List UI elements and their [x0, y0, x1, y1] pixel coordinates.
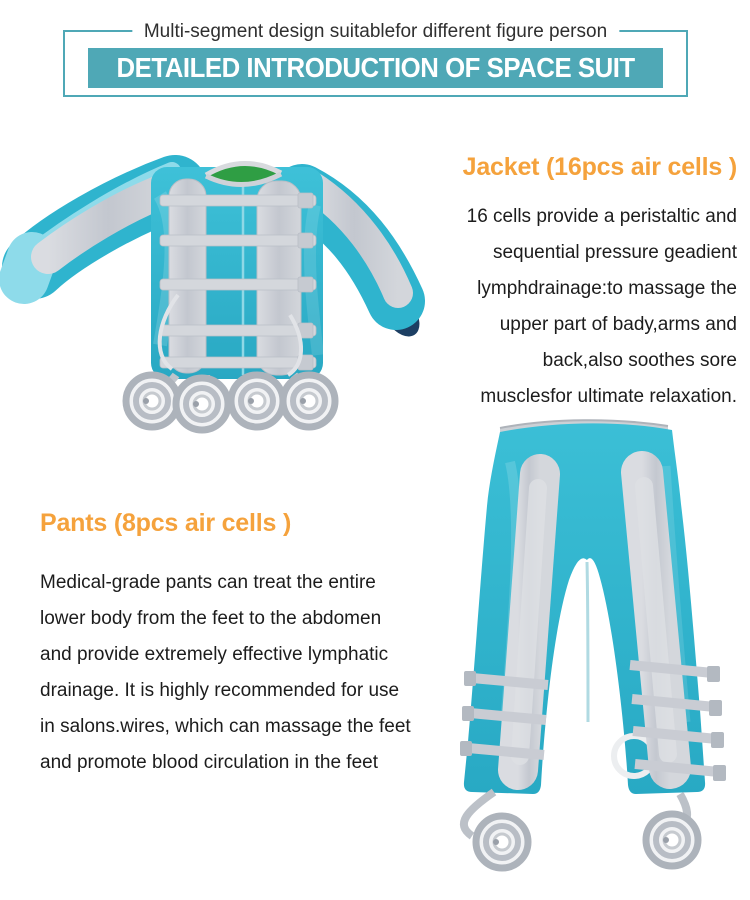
pants-section	[40, 506, 442, 781]
header-banner-title: DETAILED INTRODUCTION OF SPACE SUIT	[116, 52, 635, 83]
jacket-description-line: back,also soothes sore	[542, 350, 737, 371]
pants-description-line: in salons.wires, which can massage the feet	[40, 716, 411, 737]
jacket-collar	[206, 163, 281, 184]
jacket-air-hose-coils	[126, 375, 335, 430]
pants-description-line: and provide extremely effective lymphatic	[40, 644, 389, 665]
pants-description-line: drainage. It is highly recommended for use	[40, 680, 400, 701]
header-frame	[63, 21, 688, 97]
pants-description	[40, 565, 442, 781]
header-banner	[88, 48, 663, 88]
jacket-photo	[0, 145, 425, 445]
jacket-description-line: musclesfor ultimate relaxation.	[480, 386, 737, 407]
jacket-section	[397, 150, 737, 415]
pants-photo	[430, 412, 750, 900]
header-tagline: Multi-segment design suitablefor different figure person	[132, 19, 619, 45]
pants-description-line: lower body from the feet to the abdomen	[40, 608, 382, 629]
jacket-description-line: sequential pressure geadient	[492, 242, 737, 263]
pants-heading: Pants (8pcs air cells )	[40, 509, 292, 537]
jacket-description-line: lymphdrainage:to massage the	[477, 278, 737, 299]
jacket-description	[397, 199, 737, 415]
pants-description-line: Medical-grade pants can treat the entire	[40, 572, 376, 593]
jacket-description-line: upper part of bady,arms and	[499, 314, 737, 335]
pants-description-line: and promote blood circulation in the feet	[40, 752, 378, 773]
jacket-description-line: 16 cells provide a peristaltic and	[466, 206, 737, 227]
jacket-heading: Jacket (16pcs air cells )	[462, 153, 737, 181]
pants-air-hose-coils	[476, 814, 698, 868]
